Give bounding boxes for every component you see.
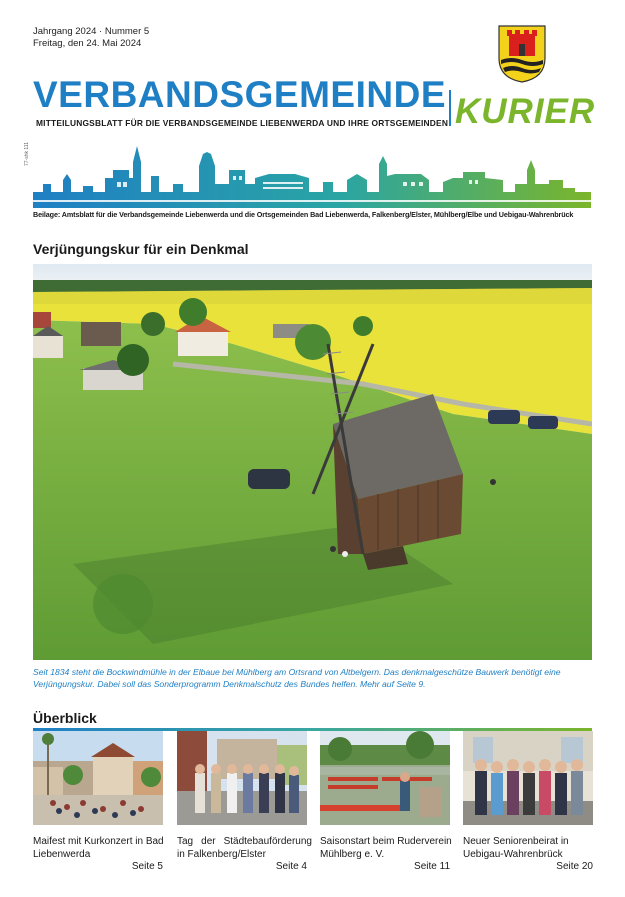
teaser-page-ref[interactable]: Seite 20 [556,861,593,872]
teaser-page-ref[interactable]: Seite 11 [414,861,450,872]
issue-info [33,26,149,50]
side-code: 77-shk 111 [24,142,30,166]
teaser-title[interactable]: Maifest mit Kurkonzert in Bad Liebenwerda [33,836,164,860]
lead-headline: Verjüngungskur für ein Denkmal [33,241,249,257]
masthead-divider [449,90,451,126]
town-skyline-graphic [33,140,591,208]
teaser-title[interactable]: Neuer Seniorenbeirat in Uebigau-Wahrenbrück [463,836,569,860]
seniorenbeirat-photo [463,731,593,825]
teaser-page-ref[interactable]: Seite 4 [275,861,307,872]
teaser-title[interactable]: Tag der Städtebauförderung in Falkenberg/Elster [177,836,312,860]
maifest-photo [33,731,163,825]
masthead-subtitle: MITTEILUNGSBLATT FÜR DIE VERBANDSGEMEINDE LIEBENWERDA UND IHRE ORTSGEMEINDEN [36,118,449,128]
teaser-page-ref[interactable]: Seite 5 [131,861,163,872]
staedtebau-photo [177,731,307,825]
windmill-aerial-photo [33,264,592,660]
overview-heading: Überblick [33,710,97,726]
coat-of-arms-icon [497,24,547,84]
teaser-title[interactable]: Saisonstart beim Ruderverein Mühlberg e. V. [320,836,452,860]
masthead-title: VERBANDSGEMEINDE [33,74,446,115]
issue-date: Freitag, den 24. Mai 2024 [33,38,142,49]
supplement-note: Beilage: Amtsblatt für die Verbandsgemeinde Liebenwerda und die Ortsgemeinden Bad Liebenwerda, Falkenberg/Elster, Mühlberg/Elbe und Uebigau-Wahrenbrück [33,210,574,219]
masthead-brand: KURIER [455,92,596,131]
ruderverein-photo [320,731,450,825]
issue-number: Jahrgang 2024 · Nummer 5 [33,26,150,37]
lead-caption: Seit 1834 steht die Bockwindmühle in der Elbaue bei Mühlberg am Ortsrand von Altbelgern. Das denkmalgeschütze Bauwerk benötigt eine Verjüngungskur. Dabei soll das Sonderprogramm Denkmalschutz des Bundes helfen. Mehr auf Seite 9. [33,667,561,689]
